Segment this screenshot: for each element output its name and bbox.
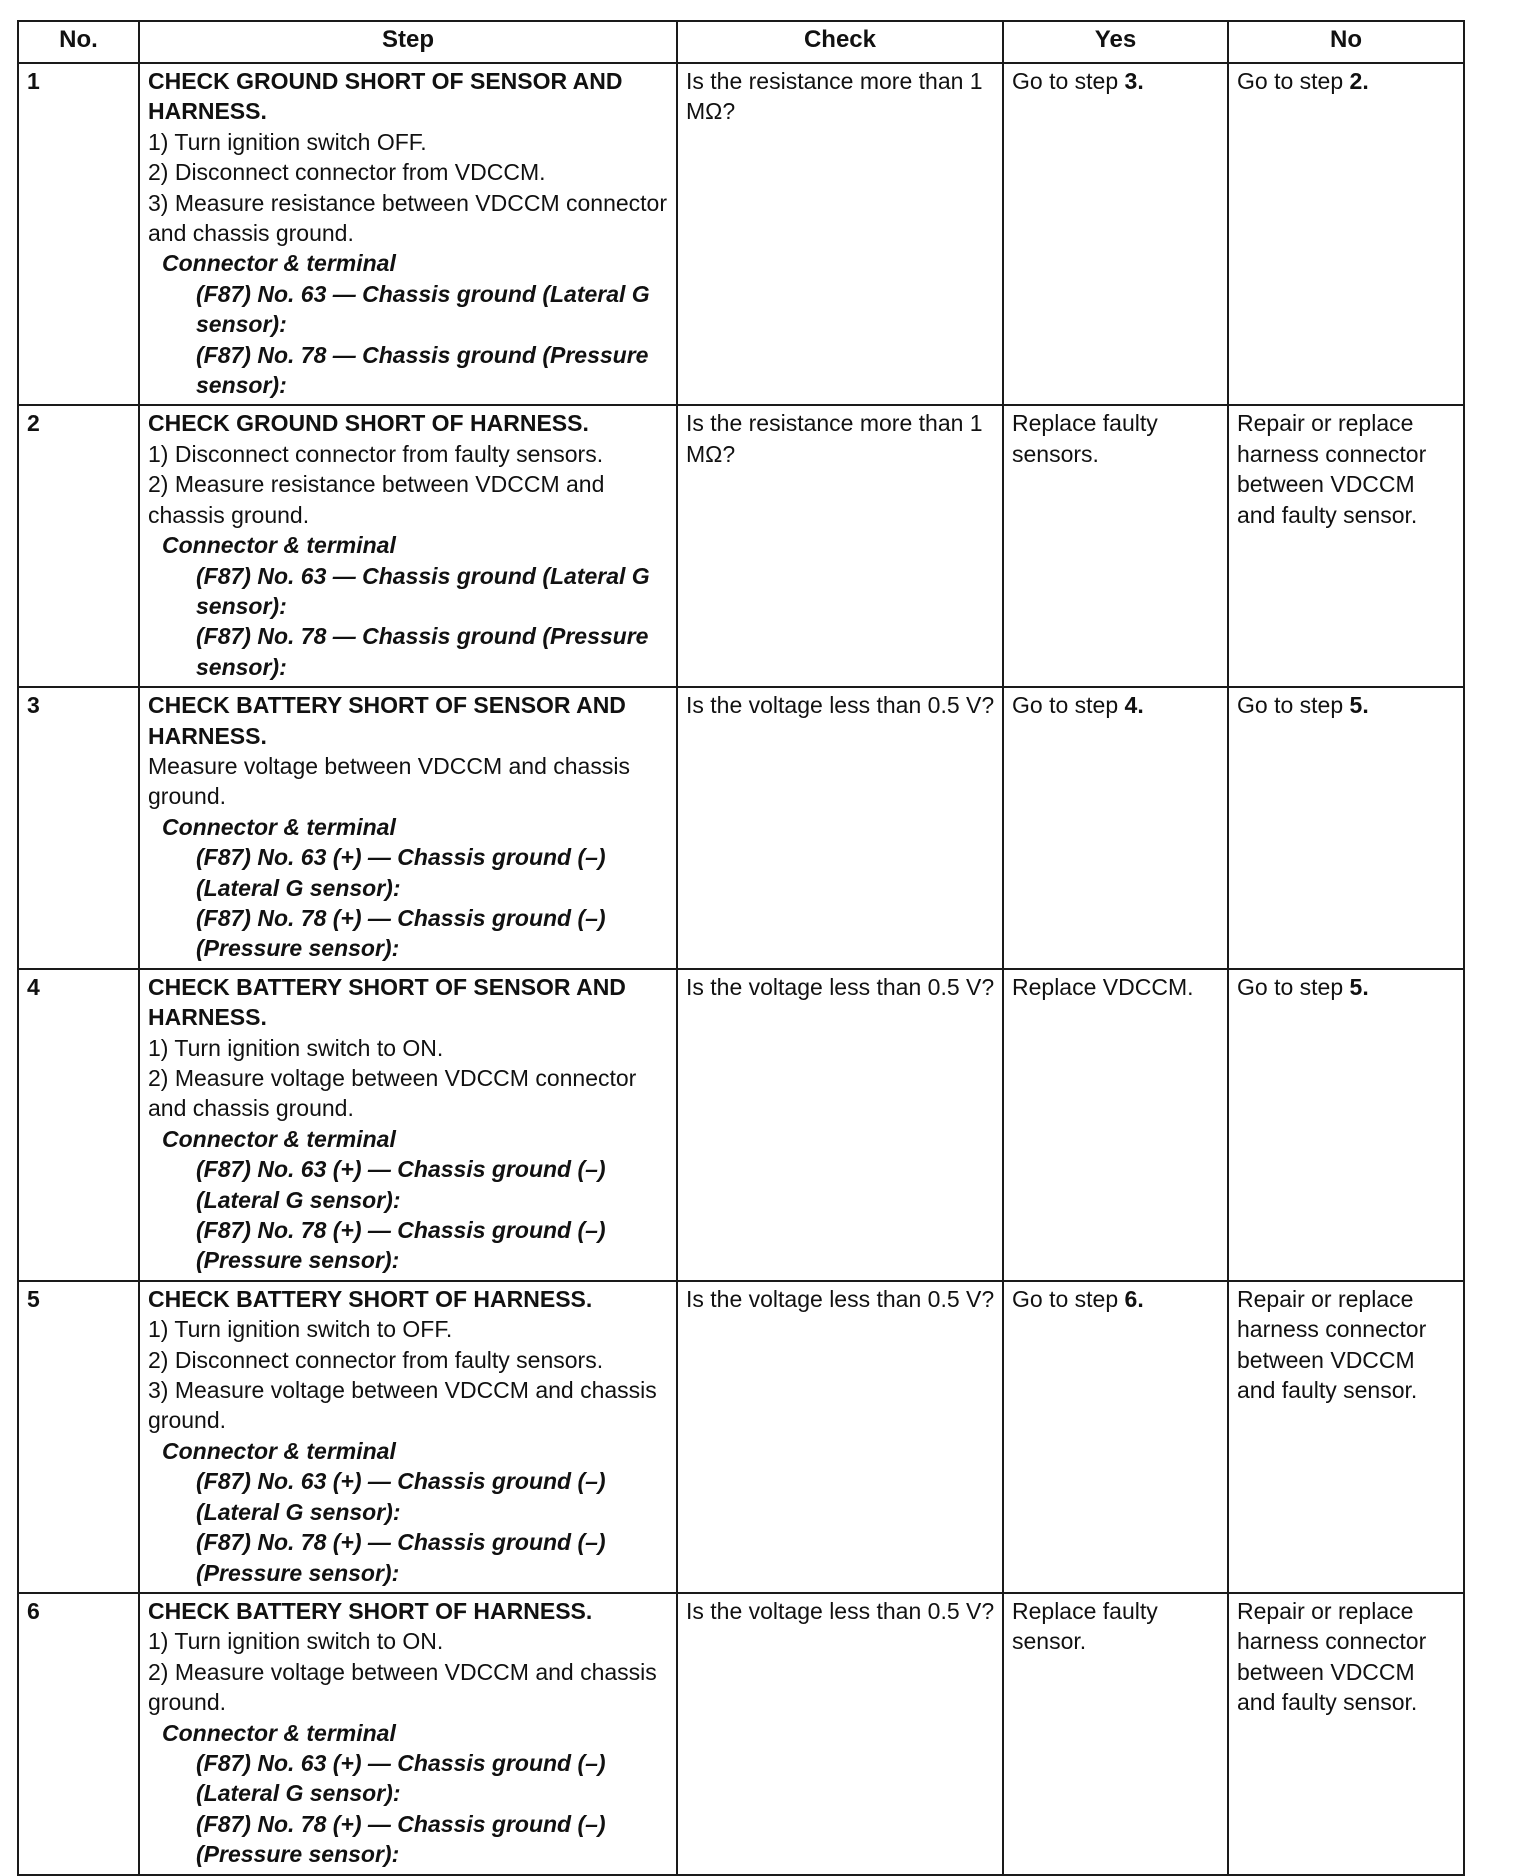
step-instruction: 3) Measure resistance between VDCCM connector and chassis ground.	[148, 189, 668, 247]
no-text: Go to step	[1237, 68, 1350, 94]
row-number: 2	[18, 405, 139, 687]
terminal-spec: (F87) No. 63 — Chassis ground (Lateral G sensor):	[196, 280, 650, 338]
no-text: Repair or replace harness connector between VDCCM and faulty sensor.	[1237, 1597, 1427, 1716]
check-cell: Is the resistance more than 1 MΩ?	[677, 63, 1003, 405]
step-instruction: Measure voltage between VDCCM and chassis ground.	[148, 752, 630, 810]
no-step-number: 2	[1349, 68, 1363, 94]
no-cell	[1228, 1593, 1464, 1875]
table-row	[18, 63, 1464, 405]
yes-text: Go to step	[1012, 1285, 1125, 1312]
row-number: 5	[18, 1281, 139, 1593]
connector-terminal-label: Connector & terminal	[162, 1125, 396, 1152]
no-period: .	[1362, 692, 1369, 719]
table-row	[18, 1281, 1464, 1593]
yes-step-number: 6	[1124, 1285, 1138, 1312]
no-step-number: 5	[1349, 973, 1363, 1000]
step-cell	[139, 969, 677, 1281]
step-instruction: 2) Measure voltage between VDCCM and chassis ground.	[148, 1658, 657, 1716]
step-instruction: 1) Turn ignition switch to OFF.	[148, 1316, 453, 1343]
no-cell	[1228, 1281, 1464, 1593]
step-title: CHECK GROUND SHORT OF HARNESS.	[148, 410, 589, 437]
no-text: Go to step	[1237, 692, 1350, 719]
row-number: 6	[18, 1593, 139, 1875]
connector-terminal-label: Connector & terminal	[162, 250, 396, 277]
no-cell	[1228, 63, 1464, 405]
yes-period: .	[1137, 68, 1144, 94]
yes-cell	[1003, 405, 1228, 687]
yes-period: .	[1137, 1285, 1144, 1312]
step-cell	[139, 63, 677, 405]
yes-step-number: 4	[1124, 692, 1138, 719]
step-cell	[139, 1281, 677, 1593]
yes-step-number: 3	[1124, 68, 1138, 94]
no-cell	[1228, 969, 1464, 1281]
table-row	[18, 969, 1464, 1281]
step-instruction: 2) Disconnect connector from VDCCM.	[148, 159, 546, 186]
terminal-spec: (F87) No. 63 (+) — Chassis ground (–) (Lateral G sensor):	[196, 1468, 606, 1525]
no-cell	[1228, 687, 1464, 969]
terminal-spec: (F87) No. 78 — Chassis ground (Pressure sensor):	[196, 341, 649, 399]
step-title: CHECK BATTERY SHORT OF SENSOR AND HARNESS.	[148, 692, 626, 749]
check-cell: Is the voltage less than 0.5 V?	[677, 1281, 1003, 1593]
connector-terminal-label: Connector & terminal	[162, 1437, 396, 1464]
yes-cell	[1003, 1593, 1228, 1875]
step-instruction: 1) Turn ignition switch to ON.	[148, 1034, 444, 1061]
terminal-spec: (F87) No. 63 (+) — Chassis ground (–) (Lateral G sensor):	[196, 1156, 606, 1213]
yes-cell	[1003, 687, 1228, 969]
step-title: CHECK BATTERY SHORT OF HARNESS.	[148, 1597, 593, 1624]
terminal-spec: (F87) No. 78 (+) — Chassis ground (–) (Pressure sensor):	[196, 1217, 606, 1274]
step-instruction: 3) Measure voltage between VDCCM and chassis ground.	[148, 1377, 657, 1434]
yes-text: Go to step	[1012, 692, 1125, 719]
yes-cell	[1003, 1281, 1228, 1593]
yes-text: Replace faulty sensor.	[1012, 1597, 1158, 1655]
step-instruction: 2) Measure resistance between VDCCM and chassis ground.	[148, 471, 605, 528]
no-period: .	[1362, 973, 1369, 1000]
header-no-result: No	[1228, 21, 1464, 63]
connector-terminal-label: Connector & terminal	[162, 1719, 396, 1746]
terminal-spec: (F87) No. 63 (+) — Chassis ground (–) (Lateral G sensor):	[196, 1749, 606, 1807]
terminal-spec: (F87) No. 63 — Chassis ground (Lateral G sensor):	[196, 562, 650, 619]
table-body	[18, 63, 1464, 1875]
check-cell: Is the resistance more than 1 MΩ?	[677, 405, 1003, 687]
terminal-spec: (F87) No. 78 (+) — Chassis ground (–) (Pressure sensor):	[196, 904, 606, 962]
no-text: Go to step	[1237, 973, 1350, 1000]
terminal-spec: (F87) No. 78 (+) — Chassis ground (–) (Pressure sensor):	[196, 1529, 606, 1586]
step-instruction: 2) Disconnect connector from faulty sensors.	[148, 1346, 604, 1373]
row-number: 4	[18, 969, 139, 1281]
table-row	[18, 1593, 1464, 1875]
check-cell: Is the voltage less than 0.5 V?	[677, 687, 1003, 969]
no-cell	[1228, 405, 1464, 687]
terminal-spec: (F87) No. 63 (+) — Chassis ground (–) (Lateral G sensor):	[196, 844, 606, 901]
table-row	[18, 687, 1464, 969]
header-step: Step	[139, 21, 677, 63]
step-cell	[139, 405, 677, 687]
step-cell	[139, 1593, 677, 1875]
yes-text: Go to step	[1012, 68, 1125, 94]
terminal-spec: (F87) No. 78 — Chassis ground (Pressure sensor):	[196, 623, 649, 680]
yes-period: .	[1137, 692, 1144, 719]
header-check: Check	[677, 21, 1003, 63]
connector-terminal-label: Connector & terminal	[162, 532, 396, 559]
step-instruction: 1) Disconnect connector from faulty sensors.	[148, 440, 604, 467]
header-yes: Yes	[1003, 21, 1228, 63]
step-title: CHECK BATTERY SHORT OF HARNESS.	[148, 1285, 593, 1312]
yes-text: Replace faulty sensors.	[1012, 410, 1158, 467]
step-instruction: 1) Turn ignition switch to ON.	[148, 1628, 444, 1655]
step-instruction: 1) Turn ignition switch OFF.	[148, 128, 427, 155]
no-text: Repair or replace harness connector between VDCCM and faulty sensor.	[1237, 1285, 1427, 1404]
no-period: .	[1362, 68, 1369, 94]
diagnostic-table	[17, 20, 1465, 1876]
no-text: Repair or replace harness connector between VDCCM and faulty sensor.	[1237, 410, 1427, 528]
step-cell	[139, 687, 677, 969]
step-instruction: 2) Measure voltage between VDCCM connector and chassis ground.	[148, 1065, 637, 1122]
step-title: CHECK BATTERY SHORT OF SENSOR AND HARNESS.	[148, 973, 626, 1031]
row-number: 3	[18, 687, 139, 969]
no-step-number: 5	[1349, 692, 1363, 719]
yes-text: Replace VDCCM.	[1012, 973, 1194, 1000]
table-row	[18, 405, 1464, 687]
yes-cell	[1003, 63, 1228, 405]
header-no: No.	[18, 21, 139, 63]
step-title: CHECK GROUND SHORT OF SENSOR AND HARNESS.	[148, 68, 623, 125]
connector-terminal-label: Connector & terminal	[162, 813, 396, 840]
header-row	[18, 21, 1464, 63]
yes-cell	[1003, 969, 1228, 1281]
terminal-spec: (F87) No. 78 (+) — Chassis ground (–) (Pressure sensor):	[196, 1810, 606, 1868]
row-number: 1	[18, 63, 139, 405]
check-cell: Is the voltage less than 0.5 V?	[677, 969, 1003, 1281]
check-cell: Is the voltage less than 0.5 V?	[677, 1593, 1003, 1875]
